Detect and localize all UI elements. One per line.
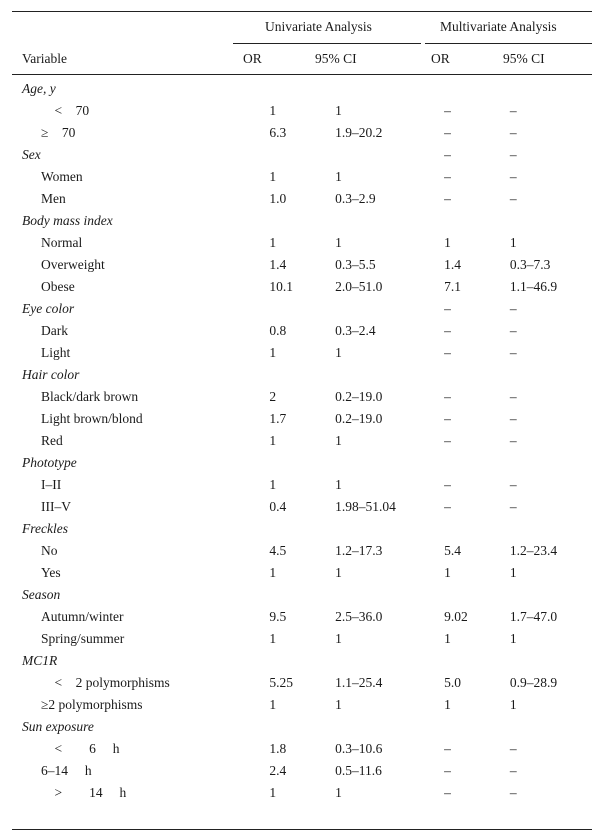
group-row: [0, 452, 604, 474]
row-or-multivariate: [444, 716, 510, 738]
row-or-multivariate: 1: [444, 235, 451, 250]
row-variable: Normal: [41, 235, 83, 250]
row-or-univariate: 1: [269, 103, 277, 118]
row-or-multivariate: [444, 518, 510, 540]
row-variable: ≥ 70: [41, 125, 76, 140]
row-or-multivariate: [444, 210, 510, 232]
row-or-univariate: [269, 364, 335, 386]
row-variable: Sex: [22, 147, 41, 162]
row-ci-multivariate: –: [509, 169, 517, 184]
table-row: [0, 760, 604, 782]
row-ci-univariate: [335, 452, 444, 474]
table-row: [0, 738, 604, 760]
row-ci-multivariate: –: [509, 389, 517, 404]
row-variable: Light brown/blond: [41, 411, 143, 426]
row-ci-univariate: [335, 364, 444, 386]
table-row: [0, 562, 604, 584]
row-ci-multivariate: [510, 584, 604, 606]
row-or-univariate: 1: [269, 235, 277, 250]
row-ci-multivariate: 1: [509, 235, 517, 250]
row-ci-univariate: 1: [335, 169, 342, 184]
row-ci-multivariate: 1: [509, 697, 517, 712]
row-ci-multivariate: –: [509, 125, 517, 140]
table-row: [0, 408, 604, 430]
row-ci-multivariate: –: [509, 433, 517, 448]
group-row: [0, 210, 604, 232]
row-or-multivariate: 1: [444, 697, 451, 712]
row-variable: < 6 h: [41, 741, 120, 756]
table-row: [0, 276, 604, 298]
group-row: [0, 78, 604, 100]
row-or-multivariate: –: [444, 389, 451, 404]
row-or-univariate: [269, 78, 335, 100]
table-rows: [0, 78, 604, 804]
row-variable: Season: [22, 587, 61, 602]
row-ci-univariate: 1: [335, 345, 342, 360]
row-variable: MC1R: [22, 653, 58, 668]
header-variable: Variable: [22, 51, 67, 66]
row-ci-multivariate: –: [509, 411, 517, 426]
row-ci-multivariate: [510, 518, 604, 540]
row-ci-univariate: [335, 584, 444, 606]
row-variable: Spring/summer: [41, 631, 125, 646]
row-variable: ≥2 polymorphisms: [41, 697, 143, 712]
row-variable: Body mass index: [22, 213, 113, 228]
row-ci-multivariate: –: [509, 477, 517, 492]
row-or-univariate: [269, 210, 335, 232]
row-ci-multivariate: 1.7–47.0: [509, 609, 558, 624]
header-bottom-rule: [12, 74, 592, 75]
row-or-univariate: 1.4: [269, 257, 287, 272]
row-or-multivariate: 1: [444, 565, 451, 580]
row-or-multivariate: –: [444, 103, 451, 118]
row-or-univariate: [269, 584, 335, 606]
row-or-multivariate: [444, 78, 510, 100]
row-ci-univariate: 1.2–17.3: [335, 543, 383, 558]
row-variable: Freckles: [22, 521, 68, 536]
row-or-multivariate: –: [444, 191, 451, 206]
row-or-univariate: 1: [269, 785, 277, 800]
row-or-univariate: 1: [269, 345, 277, 360]
row-ci-univariate: 1.1–25.4: [335, 675, 383, 690]
row-or-multivariate: –: [444, 147, 451, 162]
group-row: [0, 144, 604, 166]
table-row: [0, 672, 604, 694]
row-ci-multivariate: [510, 210, 604, 232]
row-or-multivariate: –: [444, 125, 451, 140]
row-ci-univariate: 2.0–51.0: [335, 279, 383, 294]
row-or-univariate: 1: [269, 565, 277, 580]
row-ci-multivariate: –: [509, 785, 517, 800]
row-or-univariate: 2.4: [269, 763, 287, 778]
table-row: [0, 694, 604, 716]
row-variable: Autumn/winter: [41, 609, 124, 624]
header-group-multivariate: Multivariate Analysis: [440, 19, 557, 34]
row-or-univariate: [269, 298, 335, 320]
row-ci-univariate: 0.2–19.0: [335, 389, 383, 404]
row-ci-univariate: 1: [335, 433, 342, 448]
row-ci-multivariate: [510, 78, 604, 100]
row-or-univariate: 0.4: [269, 499, 287, 514]
row-variable: Red: [41, 433, 63, 448]
row-variable: Black/dark brown: [41, 389, 139, 404]
row-variable: Eye color: [22, 301, 75, 316]
table-row: [0, 540, 604, 562]
row-or-multivariate: –: [444, 301, 451, 316]
row-or-multivariate: –: [444, 345, 451, 360]
table-row: [0, 100, 604, 122]
row-variable: 6–14 h: [41, 763, 92, 778]
table-row: [0, 496, 604, 518]
row-ci-multivariate: –: [509, 741, 517, 756]
table-row: [0, 628, 604, 650]
row-ci-univariate: [335, 78, 444, 100]
row-variable: Obese: [41, 279, 75, 294]
row-variable: III–V: [41, 499, 71, 514]
table-row: [0, 232, 604, 254]
row-or-univariate: 1: [269, 697, 277, 712]
row-or-multivariate: –: [444, 433, 451, 448]
row-ci-univariate: 0.5–11.6: [335, 763, 382, 778]
row-ci-multivariate: –: [509, 301, 517, 316]
table-row: [0, 342, 604, 364]
row-variable: > 14 h: [41, 785, 127, 800]
row-variable: Age, y: [22, 81, 56, 96]
row-or-multivariate: 1: [444, 631, 451, 646]
table-row: [0, 254, 604, 276]
row-or-multivariate: –: [444, 169, 451, 184]
univariate-underline: [233, 43, 421, 44]
row-or-univariate: [269, 518, 335, 540]
row-variable: < 70: [41, 103, 90, 118]
row-variable: Hair color: [22, 367, 80, 382]
header-group-univariate: Univariate Analysis: [265, 19, 372, 34]
table-row: [0, 166, 604, 188]
row-variable: Women: [41, 169, 83, 184]
row-variable: Phototype: [22, 455, 77, 470]
row-or-univariate: 1: [269, 477, 277, 492]
row-ci-univariate: [335, 298, 444, 320]
row-or-multivariate: –: [444, 763, 451, 778]
row-or-multivariate: 9.02: [444, 609, 468, 624]
row-or-multivariate: [444, 452, 510, 474]
row-or-univariate: 1: [269, 433, 277, 448]
group-row: [0, 584, 604, 606]
row-or-univariate: 10.1: [269, 279, 293, 294]
row-ci-multivariate: 1.2–23.4: [509, 543, 558, 558]
row-or-univariate: [269, 716, 335, 738]
row-variable: Yes: [41, 565, 61, 580]
row-or-multivariate: [444, 650, 510, 672]
row-ci-multivariate: 1: [509, 565, 517, 580]
row-ci-multivariate: 0.3–7.3: [509, 257, 551, 272]
table-row: [0, 122, 604, 144]
row-ci-univariate: 0.3–5.5: [335, 257, 376, 272]
row-ci-univariate: 0.3–10.6: [335, 741, 383, 756]
row-or-univariate: 1: [269, 169, 277, 184]
row-ci-multivariate: [510, 364, 604, 386]
row-or-multivariate: 1.4: [444, 257, 461, 272]
row-ci-univariate: 1: [335, 697, 342, 712]
row-ci-multivariate: [510, 452, 604, 474]
row-ci-univariate: [335, 518, 444, 540]
row-ci-multivariate: –: [509, 323, 517, 338]
table-row: [0, 386, 604, 408]
row-or-multivariate: 7.1: [444, 279, 461, 294]
row-variable: Light: [41, 345, 71, 360]
row-ci-univariate: 1: [335, 785, 342, 800]
row-or-univariate: [269, 650, 335, 672]
group-row: [0, 650, 604, 672]
table-row: [0, 474, 604, 496]
row-or-univariate: 0.8: [269, 323, 287, 338]
row-or-multivariate: –: [444, 499, 451, 514]
row-ci-univariate: 2.5–36.0: [335, 609, 383, 624]
table-row: [0, 782, 604, 804]
row-variable: Men: [41, 191, 66, 206]
row-or-multivariate: [444, 584, 510, 606]
row-ci-multivariate: [510, 650, 604, 672]
row-or-multivariate: –: [444, 477, 451, 492]
row-or-univariate: 1: [269, 631, 277, 646]
row-or-univariate: 5.25: [269, 675, 293, 690]
table-row: [0, 430, 604, 452]
row-or-univariate: 4.5: [269, 543, 287, 558]
row-ci-multivariate: –: [509, 191, 517, 206]
row-ci-multivariate: –: [509, 345, 517, 360]
row-ci-multivariate: 1: [509, 631, 517, 646]
row-or-univariate: 1.0: [269, 191, 287, 206]
row-ci-univariate: 1: [335, 631, 342, 646]
row-ci-univariate: [335, 144, 444, 166]
row-ci-multivariate: –: [509, 147, 517, 162]
row-ci-univariate: [335, 210, 444, 232]
row-variable: Overweight: [41, 257, 105, 272]
row-or-multivariate: 5.4: [444, 543, 461, 558]
row-or-univariate: 9.5: [269, 609, 287, 624]
row-or-multivariate: –: [444, 785, 451, 800]
table-row: [0, 320, 604, 342]
group-row: [0, 364, 604, 386]
header-ci-multivariate: 95% CI: [503, 51, 545, 66]
group-row: [0, 518, 604, 540]
row-ci-univariate: 0.3–2.9: [335, 191, 376, 206]
group-row: [0, 298, 604, 320]
row-ci-multivariate: 1.1–46.9: [509, 279, 558, 294]
row-or-univariate: 1.7: [269, 411, 287, 426]
row-ci-univariate: 1: [335, 103, 342, 118]
row-variable: I–II: [41, 477, 62, 492]
row-or-univariate: 1.8: [269, 741, 287, 756]
row-ci-univariate: 0.2–19.0: [335, 411, 383, 426]
header-ci-univariate: 95% CI: [315, 51, 357, 66]
header-or-univariate: OR: [243, 51, 262, 66]
row-ci-univariate: 1: [335, 565, 342, 580]
row-or-multivariate: [444, 364, 510, 386]
header-or-multivariate: OR: [431, 51, 450, 66]
row-ci-univariate: 1.98–51.04: [335, 499, 396, 514]
row-ci-multivariate: [510, 716, 604, 738]
row-ci-univariate: 1: [335, 235, 342, 250]
row-or-multivariate: –: [444, 741, 451, 756]
row-ci-univariate: [335, 716, 444, 738]
row-variable: Sun exposure: [22, 719, 94, 734]
group-row: [0, 716, 604, 738]
row-or-univariate: [269, 144, 335, 166]
table-bottom-rule: [12, 829, 592, 830]
row-or-multivariate: 5.0: [444, 675, 461, 690]
row-ci-univariate: 1: [335, 477, 342, 492]
multivariate-underline: [425, 43, 592, 44]
table-top-rule: [12, 11, 592, 12]
row-or-univariate: 2: [269, 389, 277, 404]
row-or-multivariate: –: [444, 323, 451, 338]
row-ci-multivariate: –: [509, 499, 517, 514]
row-ci-multivariate: –: [509, 103, 517, 118]
table-body: [0, 78, 604, 804]
table-row: [0, 606, 604, 628]
row-ci-univariate: [335, 650, 444, 672]
row-ci-univariate: 1.9–20.2: [335, 125, 383, 140]
table-row: [0, 188, 604, 210]
row-or-univariate: [269, 452, 335, 474]
row-variable: Dark: [41, 323, 68, 338]
row-ci-multivariate: –: [509, 763, 517, 778]
row-ci-multivariate: 0.9–28.9: [509, 675, 558, 690]
row-or-multivariate: –: [444, 411, 451, 426]
row-or-univariate: 6.3: [269, 125, 287, 140]
row-variable: No: [41, 543, 58, 558]
row-ci-univariate: 0.3–2.4: [335, 323, 376, 338]
row-variable: < 2 polymorphisms: [41, 675, 170, 690]
